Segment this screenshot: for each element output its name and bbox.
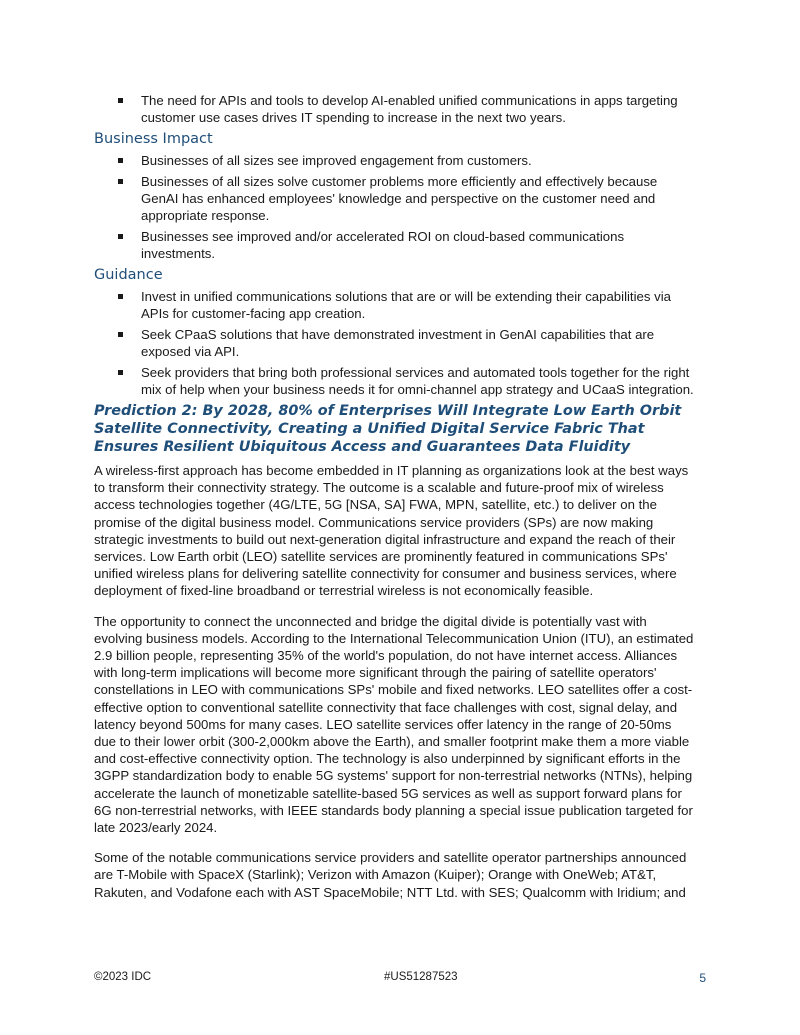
bullet-text: Invest in unified communications solutions that are or will be extending their capabilities via APIs for customer-facing app creation. (141, 289, 671, 321)
list-item (94, 288, 694, 322)
list-item (94, 364, 694, 398)
bullet-marker (118, 370, 123, 375)
business-impact-heading: Business Impact (94, 131, 213, 147)
bullet-text: Businesses of all sizes see improved engagement from customers. (141, 153, 532, 168)
document-id: #US51287523 (384, 971, 458, 983)
bullet-text: Seek providers that bring both professional services and automated tools together for the right mix of help when your business needs it for omni-channel app strategy and UCaaS integration. (141, 365, 694, 397)
list-item (94, 152, 694, 169)
guidance-heading: Guidance (94, 267, 163, 283)
business-impact-list (94, 152, 694, 262)
paragraph: Some of the notable communications service providers and satellite operator partnerships announced are T-Mobile with SpaceX (Starlink); Verizon with Amazon (Kuiper); Orange with OneWeb; AT&T, Rakuten, and Vodafone each with AST SpaceMobile; NTT Ltd. with SES; Qualcomm with Iridium; and (94, 850, 687, 900)
list-item (94, 92, 694, 126)
paragraph: A wireless-first approach has become embedded in IT planning as organizations look at the best ways to transform their connectivity strategy. The outcome is a scalable and future-proof mix of wireless access technologies together (4G/LTE, 5G [NSA, SA] FWA, MPN, satellite, etc.) to deliver on the promise of the digital business model. Communications service providers (SPs) are now making strategic investments to build out next-generation digital infrastructure and expand the reach of their services. Low Earth orbit (LEO) satellite services are prominently featured in communications SPs' unified wireless plans for delivering satellite connectivity for consumer and business services, where deployment of fixed-line broadband or terrestrial wireless is not economically feasible. (94, 463, 689, 599)
page-footer (94, 971, 706, 987)
bullet-text: Businesses of all sizes solve customer problems more efficiently and effectively because GenAI has enhanced employees' knowledge and perspective on the customer need and appropriate response. (141, 174, 658, 223)
guidance-list (94, 288, 694, 398)
bullet-marker (118, 179, 123, 184)
bullet-text: The need for APIs and tools to develop AI-enabled unified communications in apps targeting customer use cases drives IT spending to increase in the next two years. (141, 93, 678, 125)
paragraph: The opportunity to connect the unconnected and bridge the digital divide is potentially vast with evolving business models. According to the International Telecommunication Union (ITU), an estimated 2.9 billion people, representing 35% of the world's population, do not have internet access. Alliances with long-term implications will become more significant through the pairing of satellite operators' constellations in LEO with communications SPs' mobile and fixed networks. LEO satellites offer a cost-effective option to conventional satellite connectivity that face challenges with cost, signal delay, and latency beyond 500ms for many cases. LEO satellite services offer latency in the range of 20-50ms due to their lower orbit (300-2,000km above the Earth), and smaller footprint make them a more viable and cost-effective connectivity option. The technology is also underpinned by significant efforts in the 3GPP standardization body to enable 5G systems' support for non-terrestrial networks (NTNs), helping accelerate the launch of monetizable satellite-based 5G services as well as support forward plans for 6G non-terrestrial networks, with IEEE standards body planning a special issue publication targeted for late 2023/early 2024. (94, 613, 694, 836)
list-item (94, 326, 694, 360)
bullet-marker (118, 158, 123, 163)
bullet-marker (118, 98, 123, 103)
bullet-text: Businesses see improved and/or accelerated ROI on cloud-based communications investments. (141, 229, 625, 261)
bullet-text: Seek CPaaS solutions that have demonstrated investment in GenAI capabilities that are exposed via API. (141, 327, 655, 359)
bullet-marker (118, 332, 123, 337)
list-item (94, 228, 694, 262)
copyright-text: ©2023 IDC (94, 971, 152, 983)
document-page (94, 92, 694, 914)
list-item (94, 173, 694, 224)
bullet-list (94, 92, 694, 126)
bullet-marker (118, 234, 123, 239)
page-number: 5 (699, 971, 706, 985)
bullet-marker (118, 294, 123, 299)
prediction-2-heading: Prediction 2: By 2028, 80% of Enterprises Will Integrate Low Earth Orbit Satellite Connectivity, Creating a Unified Digital Service Fabric That Ensures Resilient Ubiquitous Access and Guarantees Data Fluidity (94, 403, 682, 455)
